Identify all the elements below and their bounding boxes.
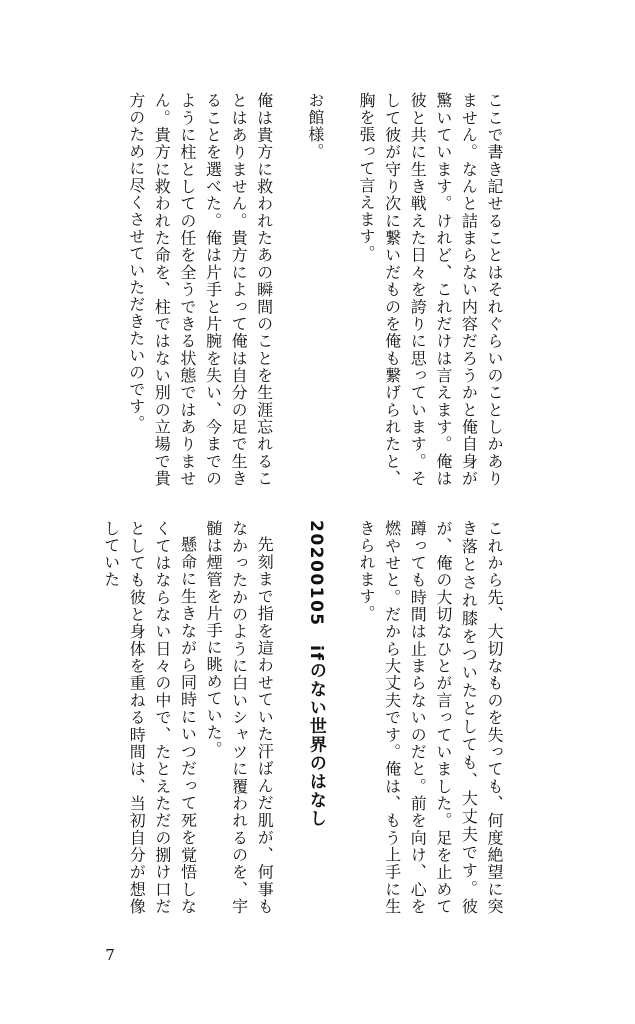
page-number: 7	[105, 946, 115, 964]
blank-line	[277, 520, 302, 915]
top-text-block	[117, 92, 507, 487]
bottom-text-block	[101, 520, 507, 916]
paragraph-continuation: これから先、大切なものを失っても、何度絶望に突き落とされ膝をついたとしても、大丈夫です。彼が、俺の大切なひとが言っていました。足を止めて蹲っても時間は止まらないのだと。前を向け、心を燃やせと。だから大丈夫です。俺は、もう上手に生きられます。	[357, 520, 504, 916]
blank-line	[328, 92, 354, 487]
paragraph-story-body: 懸命に生きながら同時にいつだって死を覚悟しなくてはならない日々の中で、たとえただの捌け口だとしても彼と身体を重ねる時間は、当初自分が想像していた	[101, 520, 198, 916]
paragraph-letter-body: 俺は貴方に救われたあの瞬間のことを生涯忘れることはありません。貴方によって俺は自分の足で生きることを選べた。俺は片手と片腕を失い、今までのように柱としての任を全うできる状態ではありません。貴方に救われた命を、柱ではない別の立場で貴方のために尽くさせていただきたいのです。	[126, 92, 274, 488]
blank-line	[277, 92, 303, 487]
paragraph-salutation: お館様。	[305, 92, 325, 160]
blank-line	[328, 520, 354, 915]
chapter-heading: 20200105 ifのない世界のはなし	[305, 520, 326, 828]
paragraph-letter-closing: ここで書き記せることはそれぐらいのことしかありません。なんと詰まらない内容だろうかと俺自身が驚いています。けれど、これだけは言えます。俺は彼と共に生き戦えた日々を誇りに思っています。そして彼が守り次に繋いだものを俺も繋げられたと、胸を張って言えます。	[357, 92, 504, 487]
paragraph-story-opening: 先刻まで指を這わせていた汗ばんだ肌が、何事もなかったかのように白いシャツに覆われるのを、宇髄は煙管を片手に眺めていた。	[204, 520, 275, 915]
